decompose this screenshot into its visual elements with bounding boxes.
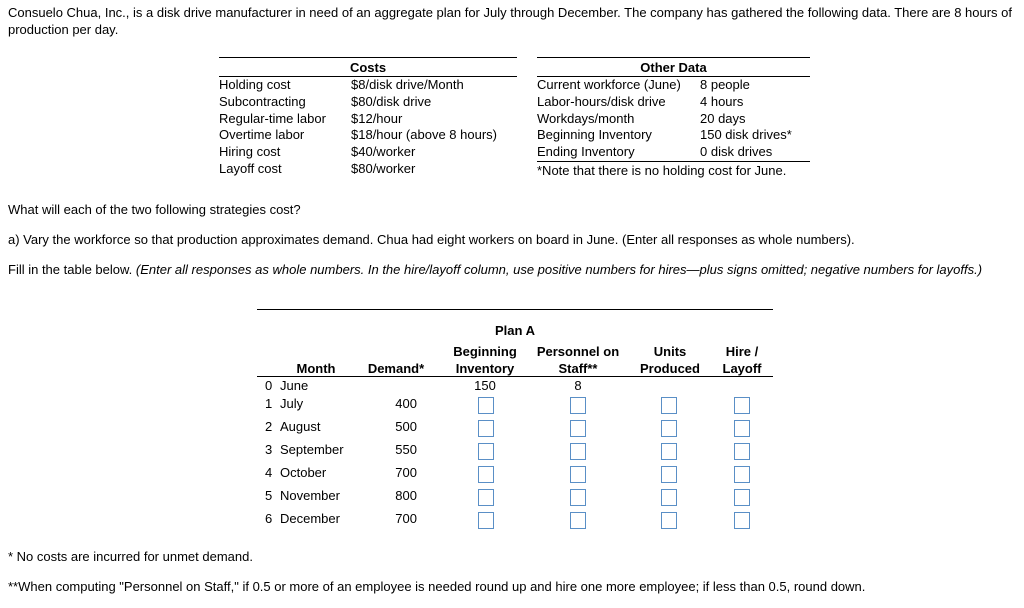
row-number: 3 bbox=[265, 442, 273, 457]
hire-layoff-input-july[interactable] bbox=[734, 397, 750, 414]
header-beginning-inventory-1: Beginning bbox=[453, 344, 517, 359]
plan-a-table bbox=[257, 309, 773, 534]
other-data-label: Current workforce (June) bbox=[537, 77, 681, 92]
footnote-personnel: **When computing "Personnel on Staff," if 0.5 or more of an employee is needed round up and hire one more employee; if less than 0.5, round down. bbox=[8, 579, 866, 594]
other-data-title: Other Data bbox=[537, 57, 810, 77]
beginning-inventory-input-august[interactable] bbox=[478, 420, 494, 437]
hire-layoff-input-november[interactable] bbox=[734, 489, 750, 506]
costs-value: $12/hour bbox=[351, 110, 403, 126]
costs-value: $8/disk drive/Month bbox=[351, 77, 464, 92]
fill-in-instructions bbox=[8, 262, 1008, 278]
costs-row bbox=[219, 111, 517, 128]
part-a-text: a) Vary the workforce so that production approximates demand. Chua had eight workers on board in June. (Enter all responses as whole numbers). bbox=[8, 232, 855, 247]
other-data-label: Labor-hours/disk drive bbox=[537, 93, 666, 109]
footnote-unmet-demand: * No costs are incurred for unmet demand. bbox=[8, 549, 253, 564]
costs-label: Overtime labor bbox=[219, 127, 305, 143]
header-hire-1: Hire / bbox=[725, 344, 759, 359]
demand-july: 400 bbox=[395, 396, 417, 411]
hire-layoff-input-september[interactable] bbox=[734, 443, 750, 460]
month-december: December bbox=[280, 511, 340, 526]
fill-in-lead: Fill in the table below. bbox=[8, 262, 133, 277]
costs-label: Layoff cost bbox=[219, 160, 282, 176]
costs-row bbox=[219, 144, 517, 161]
row-number: 5 bbox=[265, 488, 273, 503]
costs-label: Subcontracting bbox=[219, 93, 306, 109]
other-data-label: Ending Inventory bbox=[537, 144, 635, 160]
costs-value: $80/worker bbox=[351, 160, 416, 176]
other-data-row bbox=[537, 127, 810, 144]
plan-title: Plan A bbox=[495, 323, 535, 338]
beginning-inventory-input-september[interactable] bbox=[478, 443, 494, 460]
costs-value: $40/worker bbox=[351, 144, 416, 160]
header-personnel-2: Staff** bbox=[558, 361, 598, 376]
demand-august: 500 bbox=[395, 419, 417, 434]
beginning-inventory-june: 150 bbox=[474, 378, 496, 393]
units-produced-input-december[interactable] bbox=[661, 512, 677, 529]
demand-september: 550 bbox=[395, 442, 417, 457]
beginning-inventory-input-july[interactable] bbox=[478, 397, 494, 414]
personnel-input-december[interactable] bbox=[570, 512, 586, 529]
other-data-value: 8 people bbox=[700, 77, 750, 92]
other-data-value: 0 disk drives bbox=[700, 144, 773, 160]
row-number: 4 bbox=[265, 465, 273, 480]
costs-label: Hiring cost bbox=[219, 144, 281, 160]
beginning-inventory-input-october[interactable] bbox=[478, 466, 494, 483]
demand-december: 700 bbox=[395, 511, 417, 526]
row-number: 0 bbox=[265, 378, 273, 393]
costs-label: Regular-time labor bbox=[219, 110, 326, 126]
fill-in-instruction: (Enter all responses as whole numbers. In the hire/layoff column, use positive numbers for hires—plus signs omitted; negative numbers for layoffs.) bbox=[135, 262, 983, 277]
costs-rows bbox=[219, 77, 517, 178]
other-data-rows bbox=[537, 77, 810, 162]
hire-layoff-input-august[interactable] bbox=[734, 420, 750, 437]
personnel-input-august[interactable] bbox=[570, 420, 586, 437]
month-september: September bbox=[280, 442, 344, 457]
header-hire-2: Layoff bbox=[722, 361, 762, 376]
beginning-inventory-input-december[interactable] bbox=[478, 512, 494, 529]
demand-october: 700 bbox=[395, 465, 417, 480]
month-june: June bbox=[280, 378, 309, 393]
costs-row bbox=[219, 94, 517, 111]
other-data-value: 150 disk drives* bbox=[700, 127, 792, 143]
other-data-row bbox=[537, 111, 810, 128]
header-demand: Demand* bbox=[367, 361, 425, 376]
beginning-inventory-input-november[interactable] bbox=[478, 489, 494, 506]
header-personnel-1: Personnel on bbox=[536, 344, 620, 359]
other-data-row bbox=[537, 144, 810, 162]
other-data-table bbox=[537, 57, 810, 179]
demand-november: 800 bbox=[395, 488, 417, 503]
costs-label: Holding cost bbox=[219, 77, 291, 92]
units-produced-input-july[interactable] bbox=[661, 397, 677, 414]
month-november: November bbox=[280, 488, 340, 503]
month-july: July bbox=[280, 396, 304, 411]
costs-value: $18/hour (above 8 hours) bbox=[351, 127, 497, 143]
plan-top-rule bbox=[257, 309, 773, 310]
hire-layoff-input-october[interactable] bbox=[734, 466, 750, 483]
personnel-june: 8 bbox=[574, 378, 582, 393]
row-number: 6 bbox=[265, 511, 273, 526]
units-produced-input-october[interactable] bbox=[661, 466, 677, 483]
costs-row bbox=[219, 77, 517, 94]
hire-layoff-input-december[interactable] bbox=[734, 512, 750, 529]
costs-row bbox=[219, 127, 517, 144]
month-october: October bbox=[280, 465, 327, 480]
header-units-2: Produced bbox=[640, 361, 700, 376]
units-produced-input-august[interactable] bbox=[661, 420, 677, 437]
other-data-value: 4 hours bbox=[700, 93, 744, 109]
personnel-input-october[interactable] bbox=[570, 466, 586, 483]
costs-table bbox=[219, 57, 517, 178]
costs-title: Costs bbox=[219, 57, 517, 77]
row-number: 1 bbox=[265, 396, 273, 411]
header-units-1: Units bbox=[653, 344, 687, 359]
other-data-label: Workdays/month bbox=[537, 110, 635, 126]
other-data-row bbox=[537, 94, 810, 111]
intro-text: Consuelo Chua, Inc., is a disk drive manufacturer in need of an aggregate plan for July through December. The company has gathered the following data. There are 8 hours of production per day. bbox=[8, 5, 1013, 37]
units-produced-input-november[interactable] bbox=[661, 489, 677, 506]
question-text: What will each of the two following strategies cost? bbox=[8, 202, 301, 217]
month-august: August bbox=[280, 419, 321, 434]
other-data-row bbox=[537, 77, 810, 94]
units-produced-input-september[interactable] bbox=[661, 443, 677, 460]
other-data-value: 20 days bbox=[700, 110, 746, 126]
personnel-input-july[interactable] bbox=[570, 397, 586, 414]
header-month: Month bbox=[296, 361, 336, 376]
other-data-note: *Note that there is no holding cost for June. bbox=[537, 162, 787, 178]
costs-row bbox=[219, 161, 517, 178]
row-number: 2 bbox=[265, 419, 273, 434]
personnel-input-november[interactable] bbox=[570, 489, 586, 506]
personnel-input-september[interactable] bbox=[570, 443, 586, 460]
other-data-label: Beginning Inventory bbox=[537, 127, 652, 143]
header-beginning-inventory-2: Inventory bbox=[455, 361, 515, 376]
costs-value: $80/disk drive bbox=[351, 93, 432, 109]
